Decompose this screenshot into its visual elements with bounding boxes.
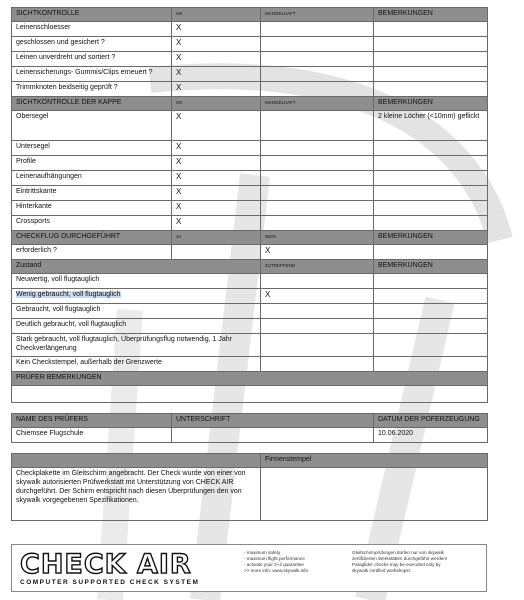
ok-mark: X: [172, 171, 261, 186]
header-cell: SICHTKONTROLLE DER KAPPE: [12, 97, 172, 111]
row-label: Obersegel: [12, 111, 172, 141]
zutreffend-mark: X: [261, 289, 374, 304]
bullet-item: - activate your 2+2 guarantee: [244, 562, 304, 567]
table-row: [12, 141, 488, 156]
header-cell: ZUTREFFEND: [261, 260, 374, 274]
pruefer-name: Chiemsee Flugschule: [12, 428, 172, 443]
mangel-cell: [261, 156, 374, 171]
row-label: Leinensicherungs- Gummis/Clips erneuert ?: [12, 67, 172, 82]
sichtkontrolle-header: [12, 8, 488, 22]
header-cell: Zustand: [12, 260, 261, 274]
stempel-row: [12, 468, 488, 521]
row-label: Hinterkante: [12, 201, 172, 216]
remark-cell: [374, 37, 488, 52]
remark-cell: 2 kleine Löcher (<10mm) geflickt: [374, 111, 488, 141]
remark-cell: [374, 201, 488, 216]
header-cell: PRÜFER BEMERKUNGEN: [12, 372, 488, 386]
remark-cell: [374, 171, 488, 186]
header-cell-empty: [12, 454, 261, 468]
unterschrift-cell: [172, 428, 374, 443]
table-row: [12, 428, 488, 443]
row-label: Kein Checkstempel, außerhalb der Grenzwerte: [12, 357, 261, 372]
table-row: [12, 82, 488, 97]
mangel-cell: [261, 22, 374, 37]
remark-cell: [374, 82, 488, 97]
header-cell: MANGELHAFT: [261, 97, 374, 111]
row-label: geschlossen und gesichert ?: [12, 37, 172, 52]
table-row: [12, 22, 488, 37]
pruefer-header: [12, 414, 488, 428]
header-cell: NEIN: [261, 231, 374, 245]
footer-bullets: [244, 550, 308, 574]
note-line: Paraglider checks may be executed only by: [352, 562, 441, 567]
remark-cell: [374, 216, 488, 231]
footer-notes: [352, 550, 447, 574]
ok-mark: X: [172, 111, 261, 141]
bullet-item: - maximum safety: [244, 550, 281, 555]
row-label: Untersegel: [12, 141, 172, 156]
row-label: Profile: [12, 156, 172, 171]
pruefer-bemerkungen-header: [12, 372, 488, 386]
table-row: [12, 201, 488, 216]
table-row: [12, 52, 488, 67]
zutreffend-cell: [261, 334, 374, 357]
mangel-cell: [261, 111, 374, 141]
header-cell: BEMERKUNGEN: [374, 260, 488, 274]
row-label: [12, 289, 261, 304]
ok-mark: X: [172, 141, 261, 156]
selected-text: Wenig gebraucht, voll flugtauglich: [16, 291, 121, 298]
mangel-cell: [261, 67, 374, 82]
ok-mark: X: [172, 186, 261, 201]
zutreffend-cell: [261, 357, 374, 372]
row-label: Deutlich gebraucht, voll flugtauglich: [12, 319, 261, 334]
stempel-header: [12, 454, 488, 468]
logo-wordmark: CHECK AIR: [20, 549, 192, 580]
kappe-header: [12, 97, 488, 111]
table-row: [12, 37, 488, 52]
remark-cell: [374, 245, 488, 260]
ok-mark: X: [172, 52, 261, 67]
header-cell: BEMERKUNGEN: [374, 231, 488, 245]
table-row: [12, 357, 488, 372]
zutreffend-cell: [261, 319, 374, 334]
row-label: Eintrittskante: [12, 186, 172, 201]
row-label: Stark gebraucht, voll flugtauglich, Überprüfungsflug notwendig, 1 Jahr Checkverlängerung: [12, 334, 261, 357]
bullet-item: >> more info: www.skywalk.info: [244, 568, 309, 573]
header-cell: SICHTKONTROLLE: [12, 8, 172, 22]
mangel-cell: [261, 201, 374, 216]
mangel-cell: [261, 82, 374, 97]
zustand-header: [12, 260, 488, 274]
note-line: zertifizierten Werkstätten durchgeführt werden!: [352, 556, 448, 561]
table-row: [12, 216, 488, 231]
remark-cell: [374, 67, 488, 82]
table-row: [12, 186, 488, 201]
remark-cell: [12, 386, 488, 403]
row-label: Leinenaufhängungen: [12, 171, 172, 186]
ok-mark: X: [172, 37, 261, 52]
pruefer-datum: 10.06.2020: [374, 428, 488, 443]
remark-cell: [374, 357, 488, 372]
remark-cell: [374, 141, 488, 156]
header-cell: NAME DES PRÜFERS: [12, 414, 172, 428]
checkflug-header: [12, 231, 488, 245]
spacer: [12, 443, 488, 454]
mangel-cell: [261, 37, 374, 52]
zutreffend-cell: [261, 274, 374, 289]
remark-cell: [374, 289, 488, 304]
remark-cell: [374, 319, 488, 334]
row-label: Gebraucht, voll flugtauglich: [12, 304, 261, 319]
table-row: [12, 304, 488, 319]
header-cell: DATUM DER PDFERZEUGUNG: [374, 414, 488, 428]
row-label: Neuwertig, voll flugtauglich: [12, 274, 261, 289]
header-cell: CHECKFLUG DURCHGEFÜHRT: [12, 231, 172, 245]
ok-mark: X: [172, 82, 261, 97]
mangel-cell: [261, 216, 374, 231]
ok-mark: X: [172, 67, 261, 82]
row-label: Leinen unverdreht und sortiert ?: [12, 52, 172, 67]
remark-cell: [374, 186, 488, 201]
remark-cell: [374, 334, 488, 357]
table-row: [12, 334, 488, 357]
spacer: [12, 403, 488, 414]
header-cell: OK: [172, 8, 261, 22]
check-protocol: [11, 7, 487, 521]
spacer-cell: [12, 443, 488, 454]
mangel-cell: [261, 52, 374, 67]
ok-mark: X: [172, 201, 261, 216]
table-row: [12, 289, 488, 304]
logo-subtitle: COMPUTER SUPPORTED CHECK SYSTEM: [20, 579, 200, 586]
bullet-item: - maximum flight performance: [244, 556, 305, 561]
header-cell: MANGELHAFT: [261, 8, 374, 22]
row-label: erforderlich ?: [12, 245, 172, 260]
table-row: [12, 274, 488, 289]
ok-mark: X: [172, 216, 261, 231]
stempel-text: Checkplakette im Gleitschirm angebracht. Der Check wurde von einer von skywalk autorisierten Prüfwerkstatt mit Unterstützung von CHECK AIR durchgeführt. Der Schirm entspricht nach diesen Überprüfungen den von skywalk vorgegebenen Spezifikationen.: [12, 468, 261, 521]
remark-cell: [374, 274, 488, 289]
table-row: [12, 111, 488, 141]
remark-cell: [374, 52, 488, 67]
note-line: skywalk certified workshops!: [352, 568, 410, 573]
header-cell: BEMERKUNGEN: [374, 8, 488, 22]
spacer-cell: [12, 403, 488, 414]
nein-mark: X: [261, 245, 374, 260]
table-row: [12, 171, 488, 186]
row-label: Leinenschloesser: [12, 22, 172, 37]
header-cell: Firmenstempel: [261, 454, 488, 468]
remark-cell: [374, 304, 488, 319]
table-row: [12, 319, 488, 334]
header-cell: OK: [172, 97, 261, 111]
table-row: [12, 156, 488, 171]
mangel-cell: [261, 141, 374, 156]
header-cell: JA: [172, 231, 261, 245]
checkair-logo: [18, 549, 240, 589]
pruefer-bemerkungen-row: [12, 386, 488, 403]
check-table: [11, 7, 488, 521]
remark-cell: [374, 156, 488, 171]
ok-mark: X: [172, 156, 261, 171]
checkair-footer: [11, 544, 487, 592]
table-row: [12, 67, 488, 82]
row-label: Crossports: [12, 216, 172, 231]
header-cell: UNTERSCHRIFT: [172, 414, 374, 428]
header-cell: BEMERKUNGEN: [374, 97, 488, 111]
mangel-cell: [261, 186, 374, 201]
ok-mark: X: [172, 22, 261, 37]
mangel-cell: [261, 171, 374, 186]
note-line: Gleitschirmprüfungen dürfen nur von skywalk: [352, 550, 444, 555]
stempel-area: [261, 468, 488, 521]
table-row: [12, 245, 488, 260]
row-label: Trimmknoten beidseitig geprüft ?: [12, 82, 172, 97]
ja-cell: [172, 245, 261, 260]
remark-cell: [374, 22, 488, 37]
zutreffend-cell: [261, 304, 374, 319]
